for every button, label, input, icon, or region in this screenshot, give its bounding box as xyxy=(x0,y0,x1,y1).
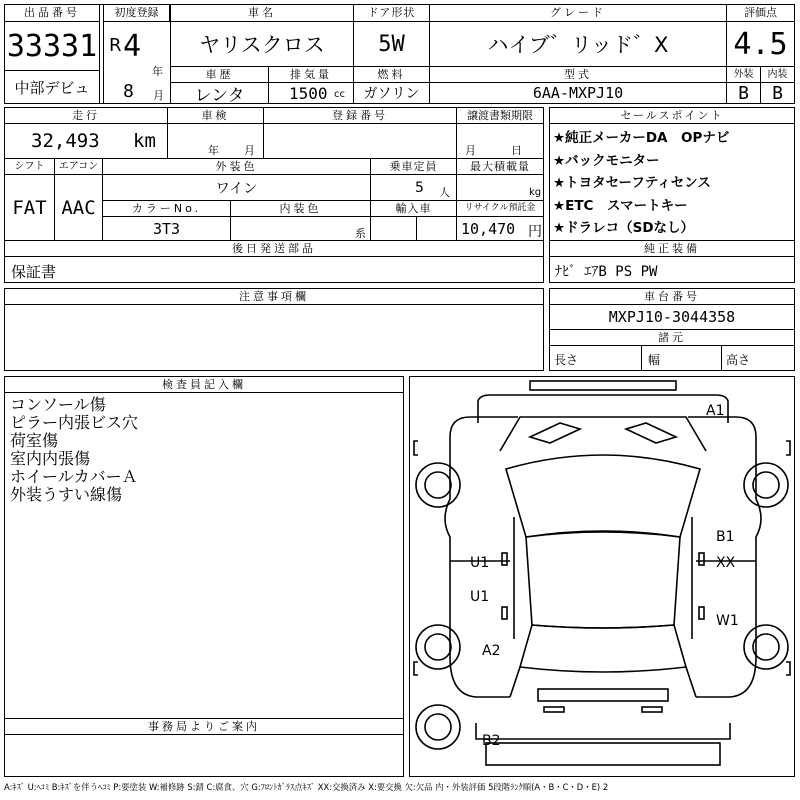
inspector-line: 室内内張傷 xyxy=(10,449,91,468)
mileage: 32,493 xyxy=(31,130,100,152)
score-label: 評価点 xyxy=(727,5,794,22)
legend: A:ｷｽﾞ U:ﾍｺﾐ B:ｷｽﾞを伴うﾍｺﾐ P:要塗装 W:補修跡 S:錆 C:腐食、穴 G:ﾌﾛﾝﾄｶﾞﾗｽ点ｷｽﾞ XX:交換済み X:要交換 欠:欠品 内・外装評価 5段階ﾗﾝｸ順(A・B・C・D・E) 2 xyxy=(4,782,609,792)
reg-month: 8 xyxy=(123,81,134,102)
office-label: 事務局よりご案内 xyxy=(5,719,403,735)
mark-b2: B2 xyxy=(482,733,501,749)
mark-u1-rear: U1 xyxy=(470,589,490,605)
color-label: 外装色 xyxy=(103,159,371,175)
history: レンタ xyxy=(171,83,269,103)
sales-points-block xyxy=(549,107,795,241)
fuel: ガソリン xyxy=(354,83,430,103)
score: 4.5 xyxy=(733,26,788,62)
length-label: 長さ xyxy=(554,353,579,367)
inspector-line: 外装うすい線傷 xyxy=(10,485,123,504)
equipment-block xyxy=(549,240,795,283)
sales-item: ★ETC スマートキー xyxy=(553,197,688,214)
insp-year-unit: 年 xyxy=(208,144,219,157)
mark-u1-front: U1 xyxy=(470,555,490,571)
transfer-cell xyxy=(457,124,543,158)
width-label: 幅 xyxy=(648,353,661,367)
seats-unit: 人 xyxy=(439,186,450,199)
vehicle-info-block xyxy=(4,107,544,241)
grade: ハイブ゛リッド゛X xyxy=(430,22,727,66)
mark-b1: B1 xyxy=(716,529,735,545)
inspection-cell xyxy=(168,124,264,158)
disp-label: 排気量 xyxy=(269,67,354,83)
length-cell xyxy=(550,346,642,370)
grade-label: グレード xyxy=(430,5,727,22)
dims-label: 諸元 xyxy=(550,330,794,346)
reg-no-cell xyxy=(264,124,457,158)
tr-month-unit: 月 xyxy=(465,144,476,157)
door-label: ドア形状 xyxy=(354,5,430,22)
mark-xx: XX xyxy=(716,555,736,571)
ac-label: エアコン xyxy=(55,159,103,175)
import-cell xyxy=(371,217,417,240)
chassis-number: MXPJ10-3044358 xyxy=(550,305,794,330)
car-outline-icon xyxy=(410,377,794,776)
height-cell xyxy=(722,346,794,370)
inspector-block xyxy=(4,376,404,719)
inspector-line: 荷室傷 xyxy=(10,431,59,450)
chassis-label: 車台番号 xyxy=(550,289,794,305)
car-name: ヤリスクロス xyxy=(171,22,354,66)
recycle-cell xyxy=(457,217,543,240)
color-no-label: カラーNo. xyxy=(103,201,231,217)
sales-item: ★バックモニター xyxy=(553,152,660,169)
int-color-label: 内装色 xyxy=(231,201,371,217)
mark-a2: A2 xyxy=(482,643,501,659)
shift: FAT xyxy=(5,175,55,240)
load-cell xyxy=(457,175,543,201)
load-label: 最大積載量 xyxy=(457,159,543,175)
int-label: 内装 xyxy=(761,67,794,83)
model-label: 型式 xyxy=(430,67,727,83)
int-color-cell xyxy=(231,217,371,240)
sales-item: ★ドラレコ（SDなし） xyxy=(553,220,695,236)
mileage-unit: km xyxy=(133,130,156,152)
shift-label: シフト xyxy=(5,159,55,175)
sales-item: ★トヨタセーフティセンス xyxy=(553,175,711,191)
notes-block xyxy=(4,288,544,371)
inspector-line: ホイールカバーＡ xyxy=(10,467,138,486)
equip-label: 純正装備 xyxy=(550,241,794,257)
equipment: ﾅﾋﾞ ｴｱB PS PW xyxy=(555,264,658,280)
seats: 5 xyxy=(415,180,424,196)
model-code: 6AA-MXPJ10 xyxy=(430,83,727,103)
ext-score: B xyxy=(727,83,761,103)
height-label: 高さ xyxy=(726,353,751,367)
recycle: 10,470 xyxy=(461,220,516,238)
lot-label: 出品番号 xyxy=(5,5,100,22)
insp-month-unit: 月 xyxy=(244,144,255,157)
inspector-notes xyxy=(10,396,138,504)
door-type: 5W xyxy=(354,22,430,66)
ext-label: 外装 xyxy=(727,67,761,83)
later-parts-block xyxy=(4,240,544,283)
import-label: 輸入車 xyxy=(371,201,457,217)
office-block xyxy=(4,718,404,777)
seats-label: 乗車定員 xyxy=(371,159,457,175)
chassis-block xyxy=(549,288,795,371)
year-unit: 年 xyxy=(152,65,163,78)
transfer-label: 譲渡書類期限 xyxy=(457,108,543,124)
header-block xyxy=(4,4,795,104)
fuel-label: 燃料 xyxy=(354,67,430,83)
inspector-line: ピラー内張ビス穴 xyxy=(10,413,139,432)
recycle-unit: 円 xyxy=(528,224,542,240)
color-no: 3T3 xyxy=(103,217,231,240)
displacement-cell xyxy=(269,83,354,103)
load-unit: kg xyxy=(529,187,542,198)
sales-label: セールスポイント xyxy=(550,108,794,124)
lot-number: 33331 xyxy=(5,22,100,70)
mileage-cell xyxy=(5,124,168,158)
displacement: 1500 xyxy=(289,84,328,103)
recycle-label: リサイクル預託金 xyxy=(457,201,543,217)
reg-year: 4 xyxy=(123,29,142,64)
sales-list xyxy=(553,127,793,240)
reg-no-label: 登録番号 xyxy=(264,108,457,124)
notes-label: 注意事項欄 xyxy=(5,289,543,305)
later-label: 後日発送部品 xyxy=(5,241,543,257)
mileage-label: 走行 xyxy=(5,108,168,124)
inspection-label: 車検 xyxy=(168,108,264,124)
seats-cell xyxy=(371,175,457,201)
later-parts: 保証書 xyxy=(11,263,57,281)
ac: AAC xyxy=(55,175,103,240)
month-unit: 月 xyxy=(153,89,164,102)
car-name-label: 車名 xyxy=(171,5,354,22)
event-name: 中部デビュ xyxy=(5,70,100,103)
mark-a1: A1 xyxy=(706,403,725,419)
tr-day-unit: 日 xyxy=(511,144,522,157)
inspector-label: 検査員記入欄 xyxy=(5,377,403,393)
disp-unit: cc xyxy=(334,89,345,100)
history-label: 車歴 xyxy=(171,67,269,83)
car-diagram xyxy=(409,376,795,777)
mark-w1: W1 xyxy=(716,613,739,629)
color: ワイン xyxy=(103,175,371,201)
sales-item: ★純正メーカーDA OPナビ xyxy=(553,130,730,146)
inspector-line: コンソール傷 xyxy=(10,395,106,414)
first-reg-label: 初度登録 xyxy=(104,5,170,22)
era: R xyxy=(109,35,122,56)
int-color-unit: 系 xyxy=(355,227,366,240)
int-score: B xyxy=(772,82,783,104)
width-cell xyxy=(642,346,722,370)
